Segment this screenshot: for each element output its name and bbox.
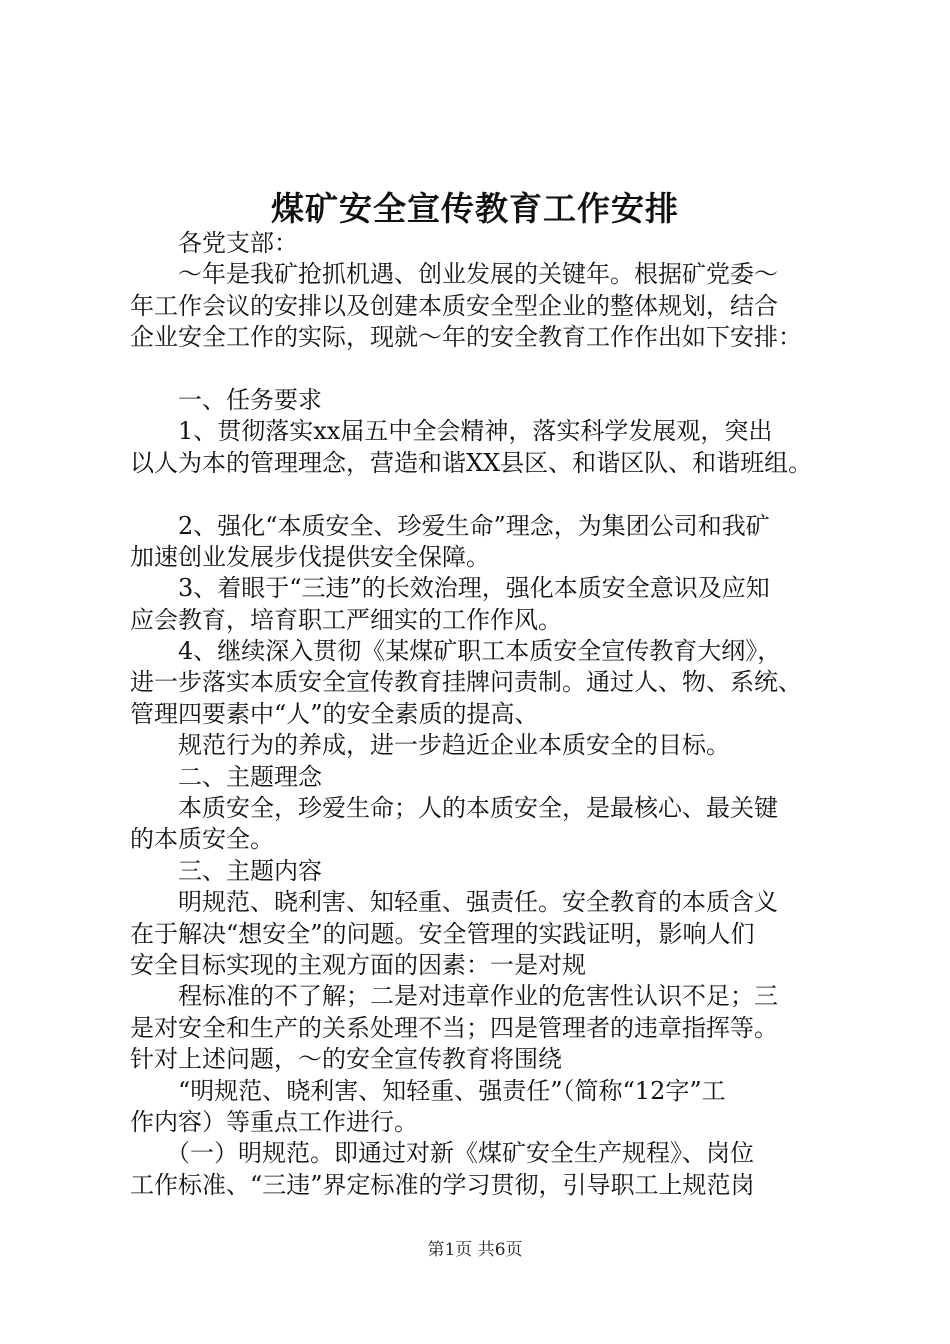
blank-line: [130, 354, 840, 385]
paragraph-line: 本质安全，珍爱生命；人的本质安全，是最核心、最关键: [130, 794, 778, 823]
paragraph-line: ～年是我矿抢抓机遇、创业发展的关键年。根据矿党委～: [130, 260, 778, 289]
page-footer: 第1页 共6页: [427, 1240, 523, 1260]
paragraph-line: 明规范、晓利害、知轻重、强责任。安全教育的本质含义: [130, 888, 778, 917]
paragraph-line: 3、着眼于“三违”的长效治理，强化本质安全意识及应知: [130, 574, 770, 603]
paragraph-line: 应会教育，培育职工严细实的工作作风。: [130, 605, 562, 634]
paragraph-line: 1、贯彻落实xx届五中全会精神，落实科学发展观，突出: [130, 417, 773, 446]
paragraph-line: 加速创业发展步伐提供安全保障。: [130, 542, 490, 571]
paragraph-line: 安全目标实现的主观方面的因素：一是对规: [130, 950, 586, 979]
paragraph-line: 是对安全和生产的关系处理不当；四是管理者的违章指挥等。: [130, 1013, 778, 1042]
paragraph-line: 一、任务要求: [130, 385, 322, 414]
paragraph-line: 工作标准、“三违”界定标准的学习贯彻，引导职工上规范岗: [130, 1170, 755, 1199]
document-body: [130, 228, 840, 1201]
paragraph-line: 在于解决“想安全”的问题。安全管理的实践证明，影响人们: [130, 919, 755, 948]
paragraph-line: 以人为本的管理理念，营造和谐XX县区、和谐区队、和谐班组。: [130, 448, 813, 477]
paragraph-line: 4、继续深入贯彻《某煤矿职工本质安全宣传教育大纲》，: [130, 637, 782, 666]
paragraph-line: （一）明规范。即通过对新《煤矿安全生产规程》、岗位: [130, 1139, 754, 1168]
paragraph-line: 的本质安全。: [130, 825, 274, 854]
paragraph-line: 企业安全工作的实际，现就～年的安全教育工作作出如下安排：: [130, 323, 802, 352]
paragraph-line: 规范行为的养成，进一步趋近企业本质安全的目标。: [130, 731, 730, 760]
paragraph-line: “明规范、晓利害、知轻重、强责任”（简称“12字”工: [130, 1076, 726, 1105]
paragraph-line: 针对上述问题，～的安全宣传教育将围绕: [130, 1045, 562, 1074]
paragraph-line: 二、主题理念: [130, 762, 322, 791]
blank-line: [130, 479, 840, 510]
paragraph-line: 管理四要素中“人”的安全素质的提高、: [130, 699, 539, 728]
paragraph-line: 程标准的不了解；二是对违章作业的危害性认识不足；三: [130, 982, 778, 1011]
paragraph-line: 年工作会议的安排以及创建本质安全型企业的整体规划，结合: [130, 291, 778, 320]
paragraph-line: 2、强化“本质安全、珍爱生命”理念，为集团公司和我矿: [130, 511, 770, 540]
paragraph-line: 各党支部：: [130, 229, 298, 257]
paragraph-line: 进一步落实本质安全宣传教育挂牌问责制。通过人、物、系统、: [130, 668, 802, 697]
document-title: 煤矿安全宣传教育工作安排: [271, 189, 679, 228]
paragraph-line: 作内容）等重点工作进行。: [130, 1107, 418, 1136]
paragraph-line: 三、主题内容: [130, 856, 322, 885]
